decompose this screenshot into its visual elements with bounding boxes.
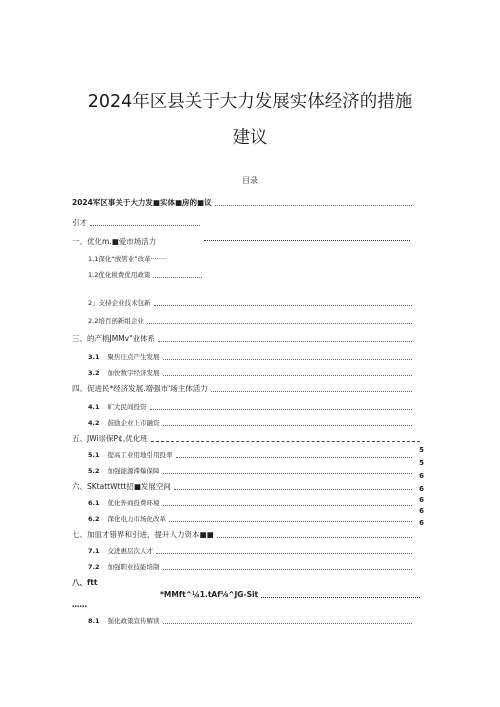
- toc-leader: [163, 473, 412, 474]
- toc-entry-label: 加强能源滞爆保障: [107, 467, 160, 475]
- toc-entry-5-2[interactable]: [88, 466, 414, 476]
- toc-leader: [163, 425, 412, 426]
- toc-entry-label: 六、SKtattWttt招■发展空间: [72, 482, 171, 491]
- toc-entry-label: 交进惠层次人才: [107, 547, 154, 555]
- toc-entry-label: 八、ftt: [72, 578, 98, 587]
- toc-entry-number: 6.1: [88, 499, 100, 507]
- document-title-line-2: 建议: [232, 128, 268, 148]
- toc-leader: [204, 240, 410, 241]
- toc-entry-4-2[interactable]: [88, 418, 414, 428]
- toc-entry-number: 7.1: [88, 547, 100, 555]
- toc-entry-label: 聚焦庄点产生发展: [107, 353, 160, 361]
- toc-entry-7-1[interactable]: [88, 546, 414, 556]
- toc-entry-label: 一、优化m.■爱市场活力: [72, 237, 157, 246]
- toc-entry-label: 深化电力市场化改革: [107, 515, 167, 523]
- toc-entry-3-1[interactable]: [88, 352, 414, 362]
- toc-page-number: 6: [419, 485, 424, 493]
- toc-leader: [215, 205, 412, 206]
- toc-entry-number: 5.1: [88, 451, 100, 459]
- toc-entry-label: 旷大民间投资: [107, 403, 147, 411]
- toc-entry-label: *MMft^¼1.tAf⅛^JG-Sit: [160, 590, 259, 599]
- toc-entry-label: 提高工业用地引用投率: [107, 451, 173, 459]
- toc-entry-1-1[interactable]: [88, 254, 258, 264]
- toc-leader: [150, 409, 412, 410]
- toc-dots: [72, 600, 102, 610]
- toc-entry-label: 引才: [72, 218, 87, 227]
- toc-leader: [158, 341, 412, 342]
- toc-entry-number: 5.2: [88, 467, 100, 475]
- toc-entry-section-7[interactable]: [72, 530, 414, 540]
- toc-entry-5-1[interactable]: [88, 450, 414, 460]
- toc-leader: [174, 489, 412, 490]
- toc-entry-intro[interactable]: [72, 218, 202, 228]
- toc-entry-label: 鼓励企业上市融资: [107, 419, 160, 427]
- toc-leader: [153, 277, 202, 278]
- toc-entry-8-1[interactable]: [88, 616, 414, 626]
- toc-entry-section-8[interactable]: [72, 578, 152, 588]
- toc-entry-label: 七、加皿才错界和引进，提升人力资本■■: [72, 530, 214, 539]
- toc-entry-section-6[interactable]: [72, 482, 414, 492]
- toc-entry-label: 加强职业技能培制: [107, 563, 160, 571]
- toc-leader: [261, 597, 420, 598]
- toc-entry-number: 6.2: [88, 515, 100, 523]
- toc-entry-number: 8.1: [88, 617, 100, 625]
- toc-leader: [163, 569, 412, 570]
- toc-entry-4-1[interactable]: [88, 402, 414, 412]
- toc-entry-number: 4.2: [88, 419, 100, 427]
- toc-entry-2-1[interactable]: [88, 298, 414, 308]
- toc-entry-label: 强化政策宣传解读: [107, 617, 160, 625]
- toc-entry-6-1[interactable]: [88, 498, 414, 508]
- toc-entry-label: 四、促进民*经济发展.增强市'场主体活力: [72, 384, 208, 393]
- toc-entry-section-4[interactable]: [72, 384, 414, 394]
- toc-leader: [169, 521, 412, 522]
- toc-entry-label: 优化外商投费环境: [107, 499, 160, 507]
- toc-entry-label: 加快数字经济发展: [107, 369, 160, 377]
- toc-leader: [90, 225, 200, 226]
- toc-dots-text: ……: [72, 600, 87, 609]
- toc-entry-label: 1.1深化“放管业”改革········: [88, 255, 168, 263]
- toc-leader: [211, 391, 412, 392]
- toc-entry-section-1[interactable]: [72, 237, 182, 247]
- toc-entry-top[interactable]: [72, 198, 414, 208]
- toc-entry-section-3[interactable]: [72, 334, 414, 344]
- toc-entry-label: 三、的产榕JMMv"业体系: [72, 334, 156, 343]
- toc-entry-label: 1.2优化税费优用政策: [88, 271, 151, 279]
- toc-page-number: 6: [419, 507, 424, 515]
- toc-leader: [176, 457, 412, 458]
- toc-entry-number: 3.1: [88, 353, 100, 361]
- toc-entry-1-2[interactable]: [88, 270, 204, 280]
- toc-entry-label: 2024军区事关于大力发■实体■房的■议: [72, 198, 212, 207]
- toc-leader: [151, 441, 420, 442]
- toc-entry-3-2[interactable]: [88, 368, 414, 378]
- toc-entry-section-5[interactable]: [72, 434, 422, 444]
- toc-page-number: 6: [419, 496, 424, 504]
- toc-leader: [163, 623, 412, 624]
- toc-leader: [217, 537, 412, 538]
- toc-entry-label: 五、JWi崇保P¢,优化班: [72, 434, 148, 443]
- toc-entry-number: 3.2: [88, 369, 100, 377]
- toc-page-number: 5: [419, 446, 424, 454]
- toc-heading: 目录: [242, 176, 258, 185]
- document-title-line-1: 2024年区县关于大力发展实体经济的措施: [87, 92, 413, 112]
- toc-entry-label: 2.2培百创新组企业: [88, 317, 144, 325]
- toc-entry-section-8-extra[interactable]: [160, 590, 422, 600]
- toc-entry-6-2[interactable]: [88, 514, 414, 524]
- toc-leader: [154, 305, 412, 306]
- toc-page-number: 6: [419, 472, 424, 480]
- toc-entry-2-2[interactable]: [88, 316, 414, 326]
- toc-page-number: 5: [419, 459, 424, 467]
- toc-page-number: 6: [419, 519, 424, 527]
- toc-leader: [163, 375, 412, 376]
- toc-leader: [163, 359, 412, 360]
- toc-entry-label: 2」支持企业技术包新: [88, 299, 151, 307]
- toc-leader: [156, 553, 412, 554]
- toc-leader: [147, 323, 412, 324]
- toc-entry-number: 4.1: [88, 403, 100, 411]
- toc-entry-number: 7.2: [88, 563, 100, 571]
- toc-entry-7-2[interactable]: [88, 562, 414, 572]
- toc-leader: [163, 505, 412, 506]
